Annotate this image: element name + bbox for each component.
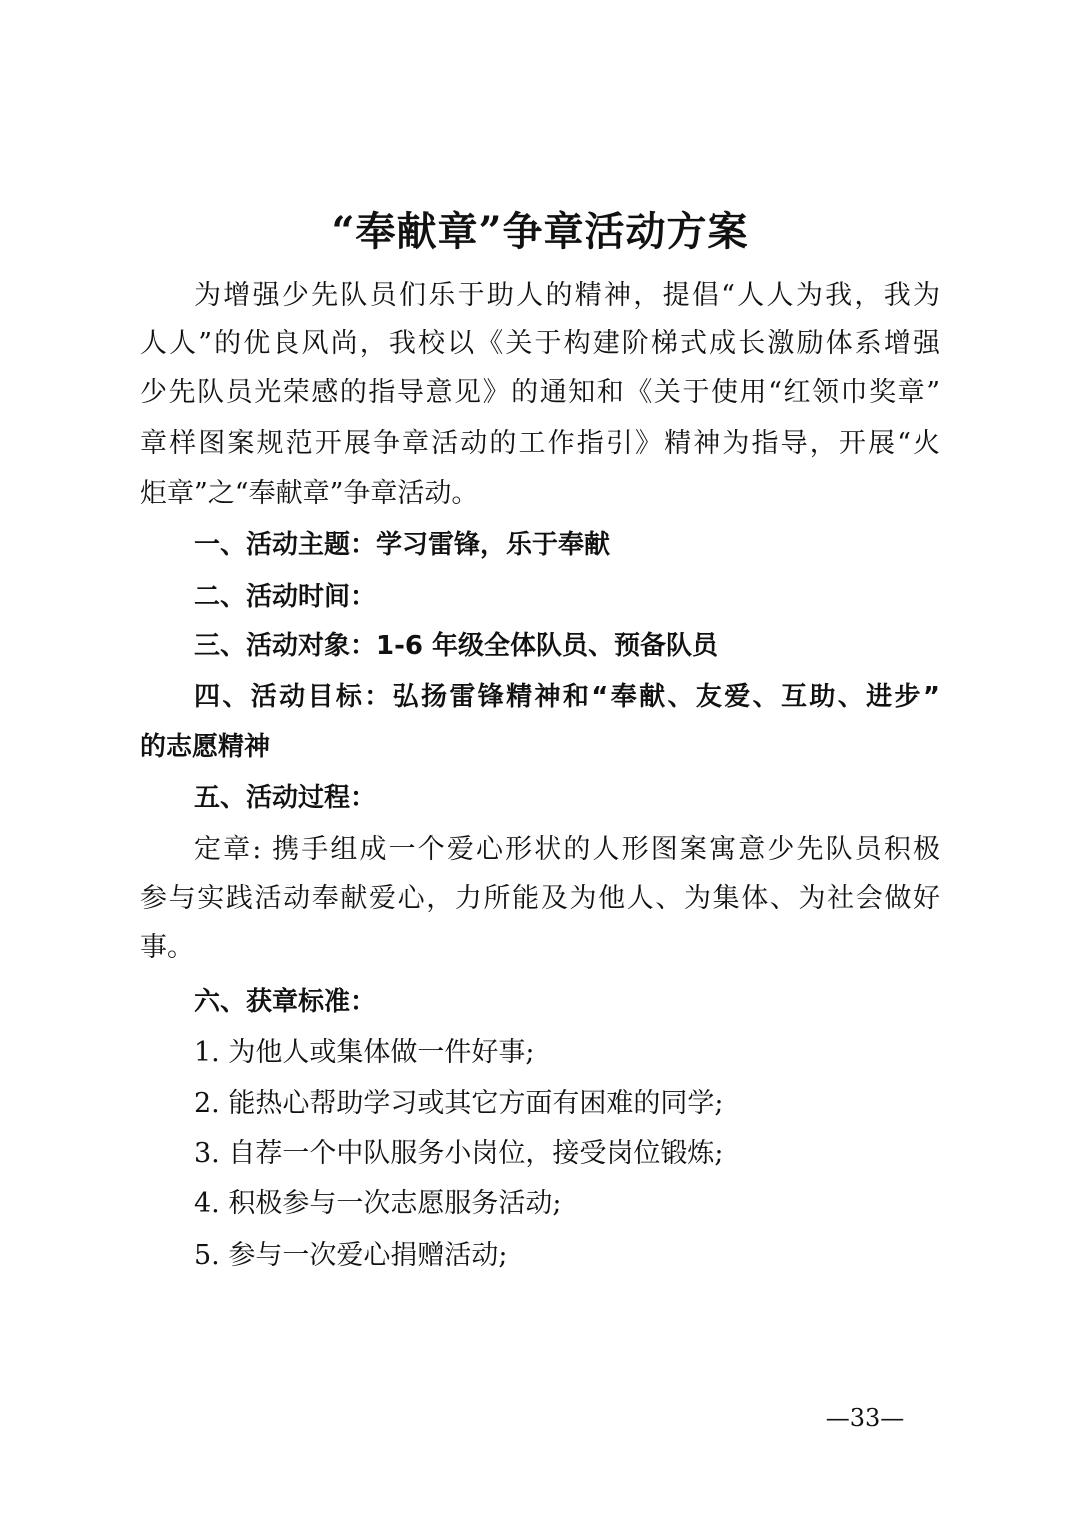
process-line-2: 参与实践活动奉献爱心，力所能及为他人、为集体、为社会做好: [140, 883, 940, 914]
standard-item-1: 1. 为他人或集体做一件好事;: [194, 1037, 535, 1068]
intro-line-5: 炬章”之“奉献章”争章活动。: [140, 478, 479, 509]
page-number: —33—: [825, 1404, 905, 1432]
intro-line-4: 章样图案规范开展争章活动的工作指引》精神为指导，开展“火: [140, 428, 940, 459]
standard-item-3: 3. 自荐一个中队服务小岗位，接受岗位锻炼;: [194, 1138, 724, 1169]
intro-line-2: 人人”的优良风尚，我校以《关于构建阶梯式成长激励体系增强: [140, 328, 940, 359]
section-process: 五、活动过程：: [194, 783, 377, 813]
standard-item-5: 5. 参与一次爱心捐赠活动;: [194, 1240, 508, 1271]
process-line-1: 定章: 携手组成一个爱心形状的人形图案寓意少先队员积极: [194, 834, 940, 865]
standard-item-4: 4. 积极参与一次志愿服务活动;: [194, 1188, 562, 1219]
section-time: 二、活动时间：: [194, 582, 377, 612]
section-goal-line-2: 的志愿精神: [140, 732, 271, 762]
section-goal-line-1: 四、活动目标：弘扬雷锋精神和“奉献、友爱、互助、进步”: [194, 682, 940, 712]
section-theme: 一、活动主题：学习雷锋，乐于奉献: [194, 530, 611, 560]
section-target: 三、活动对象：1-6 年级全体队员、预备队员: [194, 631, 719, 661]
process-line-3: 事。: [140, 932, 194, 963]
intro-line-1: 为增强少先队员们乐于助人的精神，提倡“人人为我，我为: [194, 280, 940, 311]
document-title: “奉献章”争章活动方案: [331, 208, 749, 255]
standard-item-2: 2. 能热心帮助学习或其它方面有困难的同学;: [194, 1088, 724, 1119]
section-standards: 六、获章标准：: [194, 987, 377, 1017]
intro-line-3: 少先队员光荣感的指导意见》的通知和《关于使用“红领巾奖章”: [140, 377, 940, 408]
